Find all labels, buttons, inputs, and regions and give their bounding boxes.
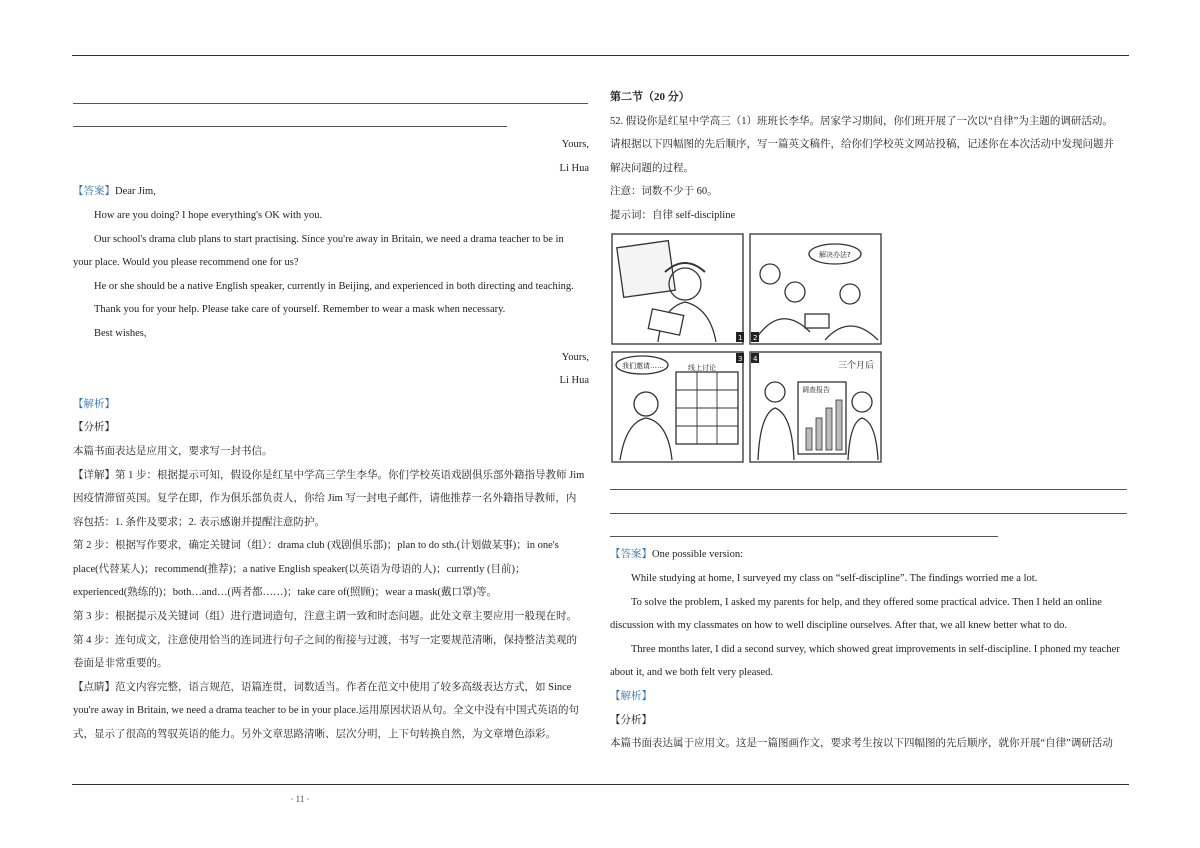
- highlight-text: you're away in Britain, we need a drama teacher to be in your place.运用原因状语从句。全文中没有中国式英语的句: [73, 705, 580, 717]
- section-title: 第二节（20 分）: [610, 91, 690, 103]
- answer-body: [610, 567, 1129, 685]
- page-number: · 11 ·: [290, 794, 310, 804]
- student-body: [758, 408, 794, 460]
- highlight-text: 式，显示了很高的驾驭英语的能力。另外文章思路清晰、层次分明，上下句转换自然，为文章增色添彩。: [73, 729, 556, 741]
- highlight-line: [73, 676, 589, 700]
- fenxi-text: 本篇书面表达是应用文，要求写一封书信。: [73, 445, 273, 457]
- fenxi-tag: 【分析】: [73, 422, 115, 434]
- answer-tag: 【答案】: [73, 186, 115, 198]
- detail-line: [73, 605, 589, 629]
- fenxi-tag: 【分析】: [610, 714, 652, 726]
- question-line: 解决问题的过程。: [610, 162, 694, 174]
- answer-line: about it, and we both felt very pleased.: [610, 667, 773, 679]
- panel-number-2: 2: [753, 333, 758, 342]
- detail-line: [73, 652, 589, 676]
- detail-text: 因疫情滞留英国。复学在即，作为俱乐部负责人，你给 Jim 写一封电子邮件，请他推荐一名外籍指导教师，内: [73, 493, 577, 505]
- detail-line: [73, 558, 589, 582]
- detail-text: experienced(熟练的)；both…and…(两者都……)；take care of(照顾)；wear a mask(戴口罩)等。: [73, 587, 497, 599]
- closing-line: Yours,: [561, 139, 589, 151]
- answer-line: He or she should be a native English speaker, currently in Beijing, and experienced in both directing and teaching.: [94, 280, 574, 292]
- question-line: 52. 假设你是红星中学高三（1）班班长李华。居家学习期间，你们班开展了一次以“自律”为主题的调研活动。: [610, 115, 1113, 127]
- header-rule: [72, 55, 1129, 56]
- sofa-shape: [755, 318, 810, 339]
- writing-blank-line: [73, 86, 589, 110]
- answer-line: How are you doing? I hope everything's OK with you.: [94, 209, 323, 221]
- panel-4-board-label: 调查报告: [802, 385, 830, 394]
- detail-line: [73, 511, 589, 535]
- signature-line: Li Hua: [559, 162, 589, 174]
- detail-line: [73, 629, 589, 653]
- detail-line: [73, 581, 589, 605]
- detail-text: 第 1 步：根据提示可知，假设你是红星中学高三学生李华。你们学校英语戏剧俱乐部外籍指导教师 Jim: [115, 469, 585, 481]
- writing-blank-line: [610, 520, 1129, 544]
- student-head-icon: [765, 382, 785, 402]
- closing-line: Yours,: [561, 351, 589, 363]
- detail-text: 第 4 步：连句成文，注意使用恰当的连词进行句子之间的衔接与过渡，书写一定要规范清晰，保持整洁美观的: [73, 634, 577, 646]
- answer-line: To solve the problem, I asked my parents for help, and they offered some practical advice. Then I held an online: [631, 596, 1102, 608]
- panel-3-screen-label: 线上讨论: [688, 363, 716, 372]
- teacher-head-icon: [852, 392, 872, 412]
- person-head-icon: [760, 264, 780, 284]
- answer-line: Best wishes,: [94, 327, 147, 339]
- highlight-body: [73, 676, 589, 747]
- detail-text: 卷面是非常重要的。: [73, 658, 168, 670]
- panel-number-1: 1: [738, 333, 743, 342]
- panel-2-bubble-text: 解决办法?: [819, 250, 851, 259]
- highlight-tag: 【点睛】: [73, 681, 115, 693]
- detail-line: [73, 464, 589, 488]
- question-line: 提示词：自律 self-discipline: [610, 209, 736, 221]
- four-panel-cartoon: [610, 232, 886, 464]
- signature-line: Li Hua: [559, 375, 589, 387]
- detail-line: [73, 534, 589, 558]
- detail-body: [73, 464, 589, 676]
- highlight-line: [73, 699, 589, 723]
- writing-blank-line: [610, 496, 1129, 520]
- answer-line: While studying at home, I surveyed my class on “self-discipline”. The findings worried me a lot.: [631, 572, 1038, 584]
- detail-text: 容包括：1. 条件及要求；2. 表示感谢并提醒注意防护。: [73, 516, 325, 528]
- detail-text: 第 3 步：根据提示及关键词（组）进行遣词造句，注意主谓一致和时态问题。此处文章主要应用一般现在时。: [73, 611, 577, 623]
- person-body: [825, 326, 878, 340]
- answer-intro: One possible version:: [652, 549, 743, 561]
- analysis-tag: 【解析】: [610, 690, 652, 702]
- panel-3-bubble-text: 我们邀请……: [622, 361, 664, 370]
- fenxi-text: 本篇书面表达属于应用文。这是一篇图画作文，要求考生按以下四幅图的先后顺序，就你开展“自律”调研活动: [610, 738, 1113, 750]
- detail-text: 第 2 步：根据写作要求，确定关键词（组）：drama club (戏剧俱乐部)；plan to do sth.(计划做某事)；in one's: [73, 540, 559, 552]
- question-line: 注意：词数不少于 60。: [610, 186, 718, 198]
- answer-line: your place. Would you please recommend one for us?: [73, 257, 299, 269]
- video-call-grid: [676, 372, 738, 444]
- answer-tag: 【答案】: [610, 549, 652, 561]
- detail-tag: 【详解】: [73, 469, 115, 481]
- panel-4-title: 三个月后: [838, 360, 875, 371]
- answer-heading: [610, 543, 1129, 567]
- answer-greeting: Dear Jim,: [115, 186, 156, 198]
- answer-heading: [73, 180, 589, 204]
- writing-blank-line: [610, 473, 1129, 497]
- report-paper-icon: [617, 240, 675, 297]
- held-paper-icon: [648, 308, 683, 334]
- table-shape: [805, 314, 829, 328]
- answer-line: discussion with my classmates on how to well discipline ourselves. After that, we all knew better what to do.: [610, 620, 1067, 632]
- answer-body: [73, 204, 589, 346]
- panel-number-3: 3: [738, 354, 743, 363]
- teacher-body: [848, 418, 878, 460]
- person-head-icon: [785, 282, 805, 302]
- teacher-head-icon: [634, 392, 658, 416]
- right-column: [610, 86, 1129, 756]
- person-head-icon: [840, 284, 860, 304]
- question-body: [610, 110, 1129, 228]
- teacher-body: [620, 418, 672, 460]
- footer-rule: [72, 784, 1129, 785]
- answer-line: Our school's drama club plans to start practising. Since you're away in Britain, we need a drama teacher to be in: [94, 233, 564, 245]
- highlight-text: 范文内容完整，语言规范，语篇连贯，词数适当。作者在范文中使用了较多高级表达方式，如 Since: [115, 681, 572, 693]
- left-column: [73, 86, 589, 747]
- analysis-tag: 【解析】: [73, 398, 115, 410]
- question-line: 请根据以下四幅图的先后顺序，写一篇英文稿件，给你们学校英文网站投稿，记述你在本次活动中发现问题并: [610, 139, 1114, 151]
- answer-line: Three months later, I did a second survey, which showed great improvements in self-discipline. I phoned my teacher: [631, 643, 1120, 655]
- highlight-line: [73, 723, 589, 747]
- panel-number-4: 4: [753, 354, 758, 363]
- detail-line: [73, 487, 589, 511]
- answer-line: Thank you for your help. Please take care of yourself. Remember to wear a mask when necessary.: [94, 304, 506, 316]
- detail-text: place(代替某人)；recommend(推荐)；a native English speaker(以英语为母语的人)；currently (目前)；: [73, 563, 526, 575]
- writing-blank-line: [73, 110, 589, 134]
